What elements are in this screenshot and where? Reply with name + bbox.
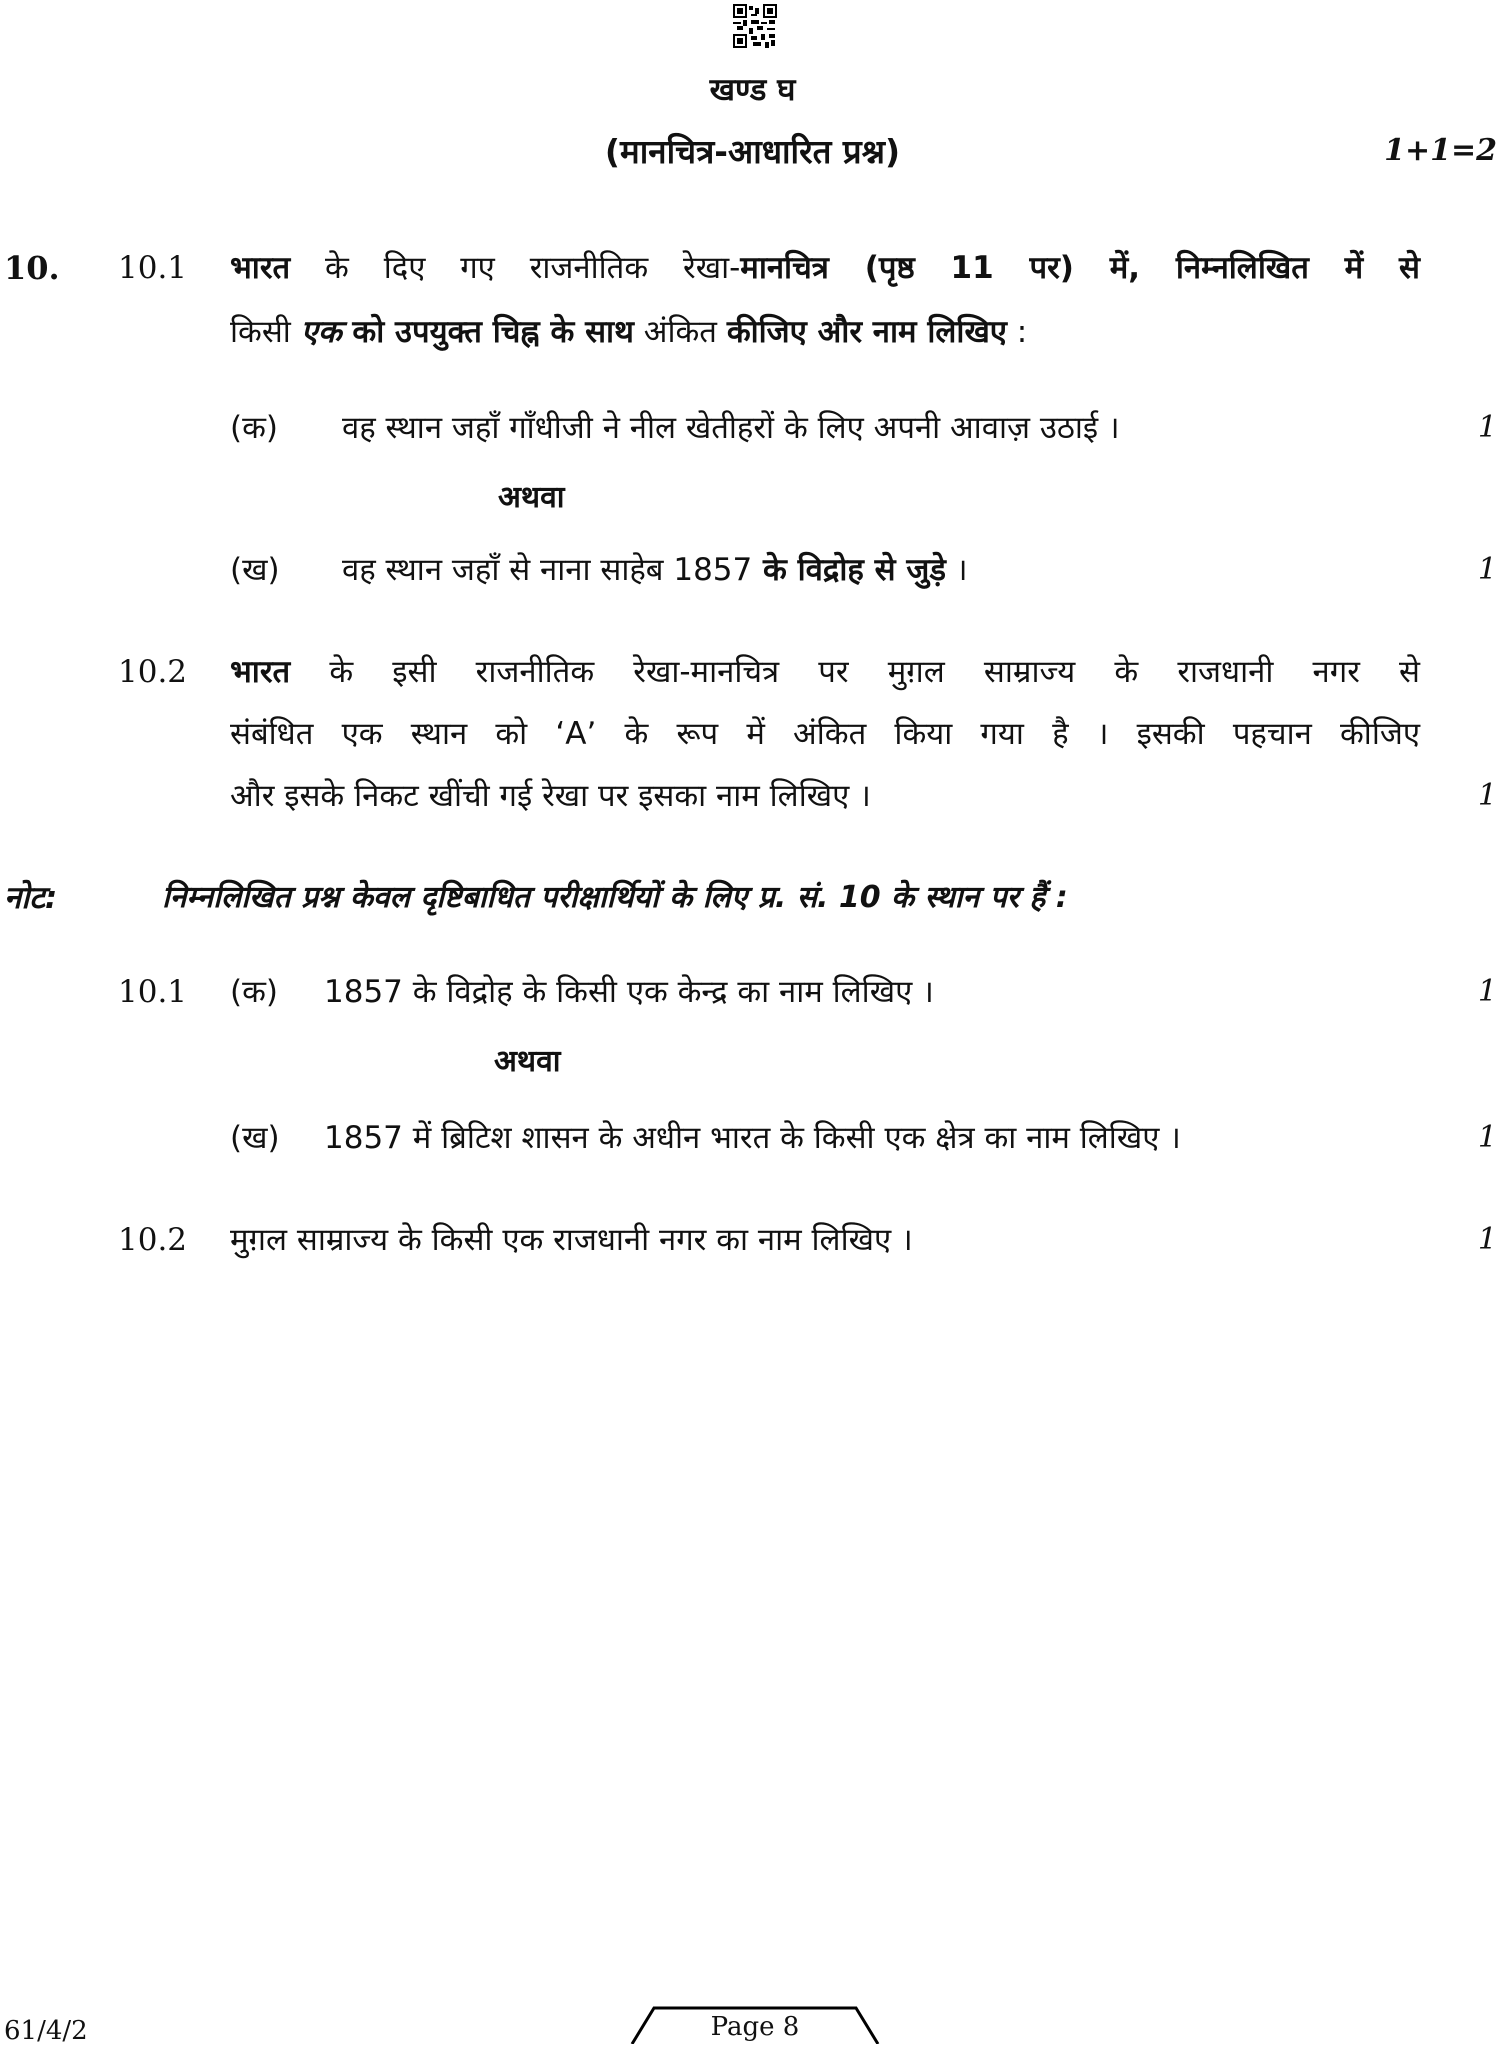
- q10-2-line2: संबंधित एक स्थान को ‘A’ के रूप में अंकित किया गया है । इसकी पहचान कीजिए: [230, 716, 1420, 752]
- q10-1-bold-bharat: भारत: [230, 250, 291, 286]
- q10-1-option-kha-plain: वह स्थान जहाँ से नाना साहेब 1857: [342, 552, 753, 588]
- qr-code-icon: [733, 4, 777, 48]
- q10-1-line2-bold1: को उपयुक्त चिह्न के साथ: [341, 314, 634, 350]
- subquestion-number-10-2: 10.2: [118, 654, 188, 690]
- q10-2-line1-rest: के इसी राजनीतिक रेखा-मानचित्र पर मुग़ल साम्राज्य के राजधानी नगर से: [290, 654, 1420, 690]
- q10-1-line1-bold: मानचित्र (पृष्ठ 11 पर) में, निम्नलिखित में से: [740, 250, 1420, 286]
- q10-1-option-kha-marks: 1: [1477, 552, 1497, 587]
- note-or-label: अथवा: [494, 1044, 561, 1079]
- page-number: Page 8: [710, 2012, 800, 2042]
- paper-code: 61/4/2: [4, 2016, 88, 2046]
- note-option-kha-text: 1857 में ब्रिटिश शासन के अधीन भारत के किसी एक क्षेत्र का नाम लिखिए ।: [324, 1120, 1181, 1156]
- q10-1-option-kha-text: [342, 550, 968, 590]
- q10-2-bold-bharat: भारत: [230, 654, 291, 690]
- question-number: 10.: [4, 249, 60, 287]
- q10-1-option-kha-label: (ख): [230, 552, 280, 588]
- note-option-kha-marks: 1: [1477, 1120, 1497, 1155]
- q10-1-option-ka-marks: 1: [1477, 410, 1497, 445]
- q10-1-emphasis-ek: एक: [300, 314, 342, 350]
- note-option-ka-label: (क): [230, 974, 278, 1010]
- section-subtitle: (मानचित्र-आधारित प्रश्न): [604, 132, 901, 171]
- q10-1-option-kha-end: ।: [946, 552, 968, 588]
- q10-1-option-ka-label: (क): [230, 410, 278, 446]
- q10-1-line1: [230, 248, 1420, 288]
- q10-1-option-kha-bold: के विद्रोह से जुड़े: [752, 552, 947, 588]
- q10-1-line2-bold2: कीजिए और नाम लिखिए: [726, 314, 1007, 350]
- note-option-ka-text: 1857 के विद्रोह के किसी एक केन्द्र का नाम लिखिए ।: [324, 974, 934, 1010]
- q10-2-marks: 1: [1477, 778, 1497, 813]
- note-label: नोट:: [4, 880, 58, 916]
- note-option-kha-label: (ख): [230, 1120, 280, 1156]
- note-q10-2-marks: 1: [1477, 1222, 1497, 1257]
- q10-2-line3: और इसके निकट खींची गई रेखा पर इसका नाम लिखिए ।: [230, 778, 871, 814]
- q10-1-line2-colon: :: [1006, 314, 1028, 350]
- q10-1-line1-plain: के दिए गए राजनीतिक रेखा-: [290, 250, 741, 286]
- or-label: अथवा: [498, 480, 565, 515]
- q10-1-option-ka-text: वह स्थान जहाँ गाँधीजी ने नील खेतीहरों के लिए अपनी आवाज़ उठाई ।: [342, 410, 1120, 446]
- q10-2-line1: [230, 652, 1420, 692]
- q10-1-line2-plain1: किसी: [230, 314, 301, 350]
- note-subquestion-10-2: 10.2: [118, 1222, 188, 1258]
- section-title: खण्ड घ: [709, 72, 796, 108]
- section-total-marks: 1+1=2: [1384, 133, 1497, 168]
- subquestion-number-10-1: 10.1: [118, 250, 188, 286]
- note-text: निम्नलिखित प्रश्न केवल दृष्टिबाधित परीक्षार्थियों के लिए प्र. सं. 10 के स्थान पर हैं :: [162, 880, 1068, 915]
- q10-1-line2: [230, 312, 1027, 352]
- q10-1-line2-plain2: अंकित: [633, 314, 727, 350]
- note-option-ka-marks: 1: [1477, 974, 1497, 1009]
- note-subquestion-10-1: 10.1: [118, 974, 188, 1010]
- note-q10-2-text: मुग़ल साम्राज्य के किसी एक राजधानी नगर का नाम लिखिए ।: [230, 1222, 913, 1258]
